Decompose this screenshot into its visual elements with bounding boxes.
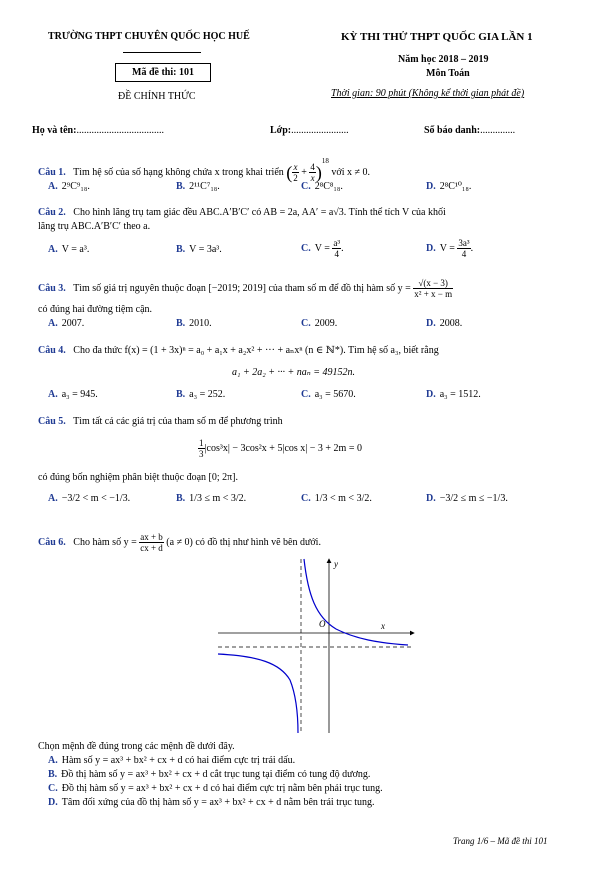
q1-option-d[interactable]: D. 2⁸C¹⁰₁₈. — [426, 181, 472, 192]
q4-option-d[interactable]: D. a₃ = 1512. — [426, 389, 481, 400]
q5-label: Câu 5. — [38, 416, 66, 427]
class-label: Lớp: — [270, 125, 292, 136]
exam-time: Thời gian: 90 phút (Không kể thời gian phát đề) — [331, 88, 525, 99]
q4-option-b[interactable]: B. a₃ = 252. — [176, 389, 226, 400]
name-dots: ................................... — [76, 125, 164, 136]
q1-power: 18 — [321, 157, 329, 165]
q6-label: Câu 6. — [38, 537, 66, 548]
q3-option-d[interactable]: D. 2008. — [426, 318, 463, 329]
question-4 — [38, 345, 439, 356]
y-axis-label: y — [334, 559, 338, 569]
id-label: Số báo danh: — [424, 125, 481, 136]
q2-option-b[interactable]: B. V = 3a³. — [176, 244, 222, 255]
q3-option-c[interactable]: C. 2009. — [301, 318, 338, 329]
q5-equation: $\frac{1}{3}$ |cos³x| − 3cos²x + 5|cos x| − 3 + 2m = 0 — [199, 438, 362, 460]
q2-label: Câu 2. — [38, 207, 66, 218]
q4-text: Cho đa thức f(x) = (1 + 3x)ⁿ = a₀ + a₁x + a₂x² + ··· + aₙxⁿ (n ∈ ℕ*). Tìm hệ số a₃, biết rằng — [73, 345, 439, 356]
q6-prompt: Chọn mệnh đề đúng trong các mệnh đề dưới đây. — [38, 741, 235, 752]
q4-option-a[interactable]: A. a₃ = 945. — [48, 389, 98, 400]
q3-option-b[interactable]: B. 2010. — [176, 318, 212, 329]
q2-option-c[interactable]: C. V = $\frac{\text{a³}}{4}$ . — [301, 238, 344, 260]
question-3 — [38, 276, 453, 302]
q6-option-a[interactable]: A. Hàm số y = ax³ + bx² + cx + d có hai điểm cực trị trái dấu. — [48, 755, 296, 766]
q1-text-b: với x ≠ 0. — [331, 167, 370, 178]
q6-text-b: (a ≠ 0) có đồ thị như hình vẽ bên dưới. — [166, 537, 321, 548]
q1-text: Tìm hệ số của số hạng không chứa x trong khai triển — [73, 167, 284, 178]
q1-frac-1: $\frac{x}{2}$ — [293, 162, 298, 184]
class-info — [270, 125, 349, 136]
curve-right-branch — [304, 559, 408, 645]
q5-option-b[interactable]: B. 1/3 ≤ m < 3/2. — [176, 493, 247, 504]
q1-option-a[interactable]: A. 2⁹C⁹₁₈. — [48, 181, 90, 192]
school-name: TRƯỜNG THPT CHUYÊN QUỐC HỌC HUẾ — [48, 31, 250, 42]
x-axis-label: x — [381, 621, 385, 631]
exam-code-box: Mã đề thi: 101 — [115, 63, 211, 82]
question-5 — [38, 416, 283, 427]
q3-label: Câu 3. — [38, 283, 66, 294]
student-info-line — [32, 125, 164, 136]
q6-option-d[interactable]: D. Tâm đối xứng của đồ thị hàm số y = ax³ + bx² + cx + d nằm bên trái trục tung. — [48, 797, 375, 808]
q4-label: Câu 4. — [38, 345, 66, 356]
q5-text-b: có đúng bốn nghiệm phân biệt thuộc đoạn [0; 2π]. — [38, 472, 239, 483]
q2-option-a[interactable]: A. V = a³. — [48, 244, 90, 255]
q2-text: Cho hình lăng trụ tam giác đều ABC.A′B′C′ có AB = 2a, AA′ = a√3. Tính thể tích V của khối — [73, 207, 446, 218]
q4-formula: a₁ + 2a₂ + ··· + naₙ = 49152n. — [232, 367, 355, 378]
page-footer: Trang 1/6 – Mã đề thi 101 — [453, 836, 548, 846]
question-6 — [38, 530, 321, 556]
school-year: Năm học 2018 – 2019 — [398, 54, 489, 65]
class-dots: ....................... — [291, 125, 349, 136]
q3-option-a[interactable]: A. 2007. — [48, 318, 85, 329]
q6-option-c[interactable]: C. Đồ thị hàm số y = ax³ + bx² + cx + d có hai điểm cực trị nằm bên phải trục tung. — [48, 783, 383, 794]
question-1: Câu 1. Tìm hệ số của số hạng không chứa x trong khai triển ( $\frac{x}{2}$ + $\frac{4}{x}$ )$^{18}$ với x ≠ 0. — [38, 157, 370, 184]
q1-label: Câu 1. — [38, 167, 66, 178]
q1-option-b[interactable]: B. 2¹¹C⁷₁₈. — [176, 181, 220, 192]
question-2 — [38, 207, 446, 218]
subject: Môn Toán — [426, 68, 470, 79]
q2-text-b: lăng trụ ABC.A′B′C′ theo a. — [38, 221, 151, 232]
q6-frac: $\frac{ax + b}{cx + d}$ — [140, 532, 163, 554]
q6-option-b[interactable]: B. Đồ thị hàm số y = ax³ + bx² + cx + d cắt trục tung tại điểm có tung độ dương. — [48, 769, 371, 780]
q5-option-a[interactable]: A. −3/2 < m < −1/3. — [48, 493, 131, 504]
q3-text-b: có đúng hai đường tiệm cận. — [38, 304, 153, 315]
q4-option-c[interactable]: C. a₃ = 5670. — [301, 389, 356, 400]
q3-text: Tìm số giá trị nguyên thuộc đoạn [−2019; 2019] của tham số m để đồ thị hàm số y = — [73, 283, 411, 294]
q5-option-d[interactable]: D. −3/2 ≤ m ≤ −1/3. — [426, 493, 508, 504]
origin-label: O — [319, 619, 326, 629]
q5-text: Tìm tất cả các giá trị của tham số m để phương trình — [73, 416, 283, 427]
exam-title: KỲ THI THỬ THPT QUỐC GIA LẦN 1 — [341, 31, 533, 43]
id-dots: .............. — [480, 125, 516, 136]
q6-graph — [218, 555, 418, 735]
curve-left-branch — [218, 654, 298, 733]
q6-text: Cho hàm số y = — [73, 537, 137, 548]
q1-option-c[interactable]: C. 2⁸C⁸₁₈. — [301, 181, 343, 192]
id-info — [424, 125, 515, 136]
header-divider — [123, 52, 201, 53]
q1-frac-2: $\frac{4}{x}$ — [310, 162, 315, 184]
official-label: ĐỀ CHÍNH THỨC — [118, 91, 196, 102]
q2-option-d[interactable]: D. V = $\frac{\text{3a³}}{4}$ . — [426, 238, 474, 260]
q3-frac: $\frac{√(x - 3)}{\text{x² + x − m}}$ — [414, 278, 453, 300]
name-label: Họ và tên: — [32, 125, 77, 136]
q5-option-c[interactable]: C. 1/3 < m < 3/2. — [301, 493, 372, 504]
